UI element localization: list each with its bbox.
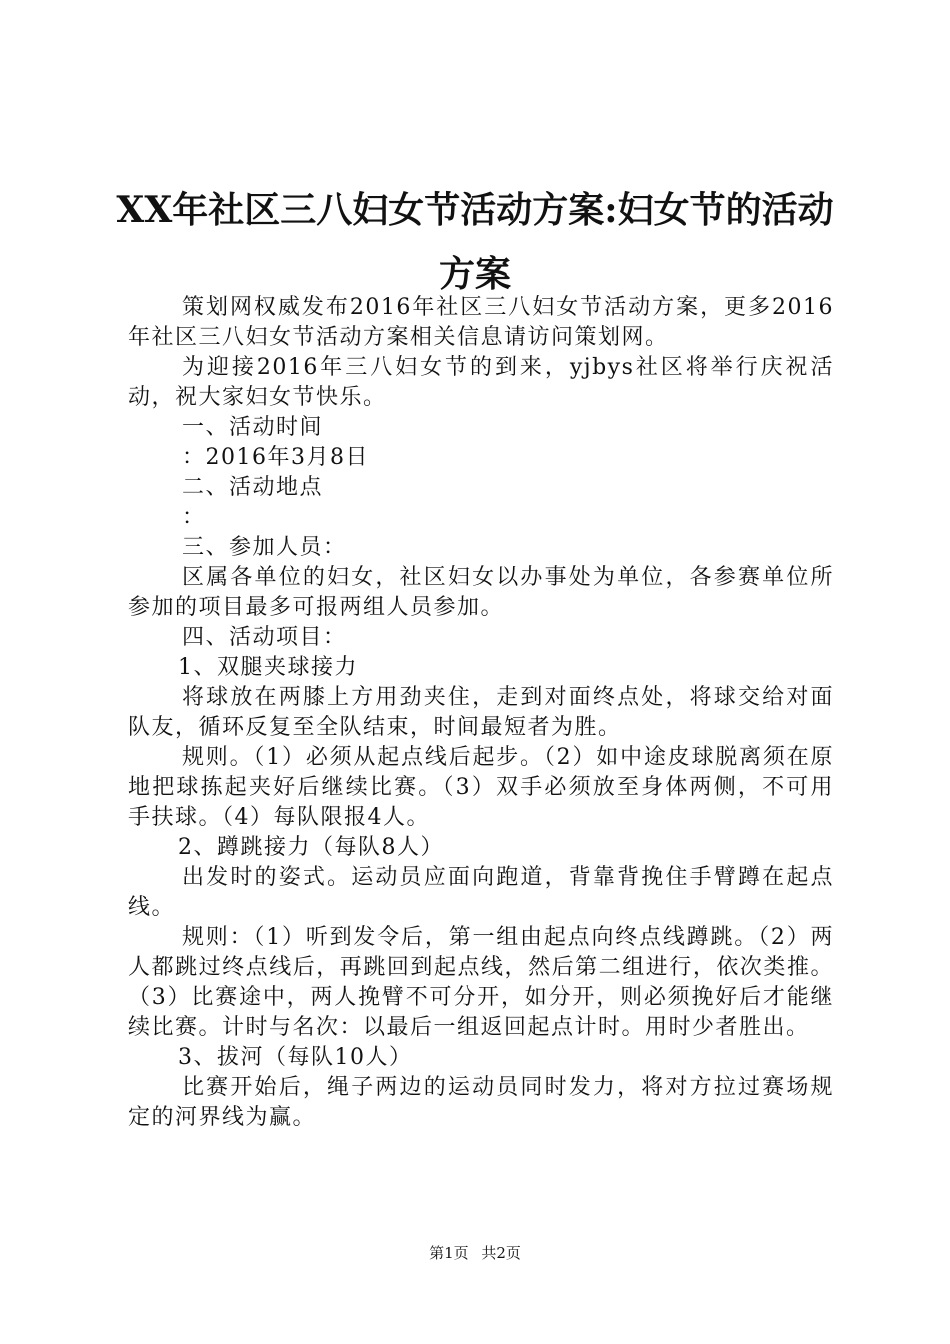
heading-activity-items: 四、活动项目：	[182, 625, 347, 650]
heading-participants: 三、参加人员：	[182, 535, 347, 560]
paragraph-intro: 策划网权威发布2016年社区三八妇女节活动方案，更多2016年社区三八妇女节活动方案相关信息请访问策划网。	[128, 295, 834, 350]
paragraph-item-3-desc: 比赛开始后，绳子两边的运动员同时发力，将对方拉过赛场规定的河界线为赢。	[128, 1075, 834, 1130]
paragraph-welcome: 为迎接2016年三八妇女节的到来，yjbys社区将举行庆祝活动，祝大家妇女节快乐。	[128, 355, 834, 410]
document-body	[128, 293, 834, 1133]
paragraph-activity-location: ：	[182, 505, 206, 530]
heading-activity-location: 二、活动地点	[182, 475, 324, 500]
heading-activity-time: 一、活动时间	[182, 415, 324, 440]
heading-item-1: 1、双腿夹球接力	[178, 655, 358, 680]
page-number: 第1页	[429, 1244, 469, 1262]
paragraph-participants: 区属各单位的妇女，社区妇女以办事处为单位，各参赛单位所参加的项目最多可报两组人员参加。	[128, 565, 834, 620]
page-total: 共2页	[481, 1244, 521, 1262]
paragraph-item-1-desc: 将球放在两膝上方用劲夹住，走到对面终点处，将球交给对面队友，循环反复至全队结束，时间最短者为胜。	[128, 685, 834, 740]
document-title: XX年社区三八妇女节活动方案:妇女节的活动方案	[116, 189, 834, 295]
paragraph-item-2-rules: 规则：（1）听到发令后，第一组由起点向终点线蹲跳。（2）两人都跳过终点线后，再跳回到起点线，然后第二组进行，依次类推。（3）比赛途中，两人挽臂不可分开，如分开，则必须挽好后才能继续比赛。计时与名次：以最后一组返回起点计时。用时少者胜出。	[128, 925, 834, 1040]
page-footer	[0, 1243, 950, 1263]
heading-item-2: 2、蹲跳接力（每队8人）	[178, 835, 444, 860]
paragraph-item-1-rules: 规则。（1）必须从起点线后起步。（2）如中途皮球脱离须在原地把球拣起夹好后继续比赛。（3）双手必须放至身体两侧，不可用手扶球。（4）每队限报4人。	[128, 745, 834, 830]
paragraph-item-2-desc: 出发时的姿式。运动员应面向跑道，背靠背挽住手臂蹲在起点线。	[128, 865, 834, 920]
heading-item-3: 3、拔河（每队10人）	[178, 1045, 413, 1070]
paragraph-activity-date: ：2016年3月8日	[182, 445, 369, 470]
